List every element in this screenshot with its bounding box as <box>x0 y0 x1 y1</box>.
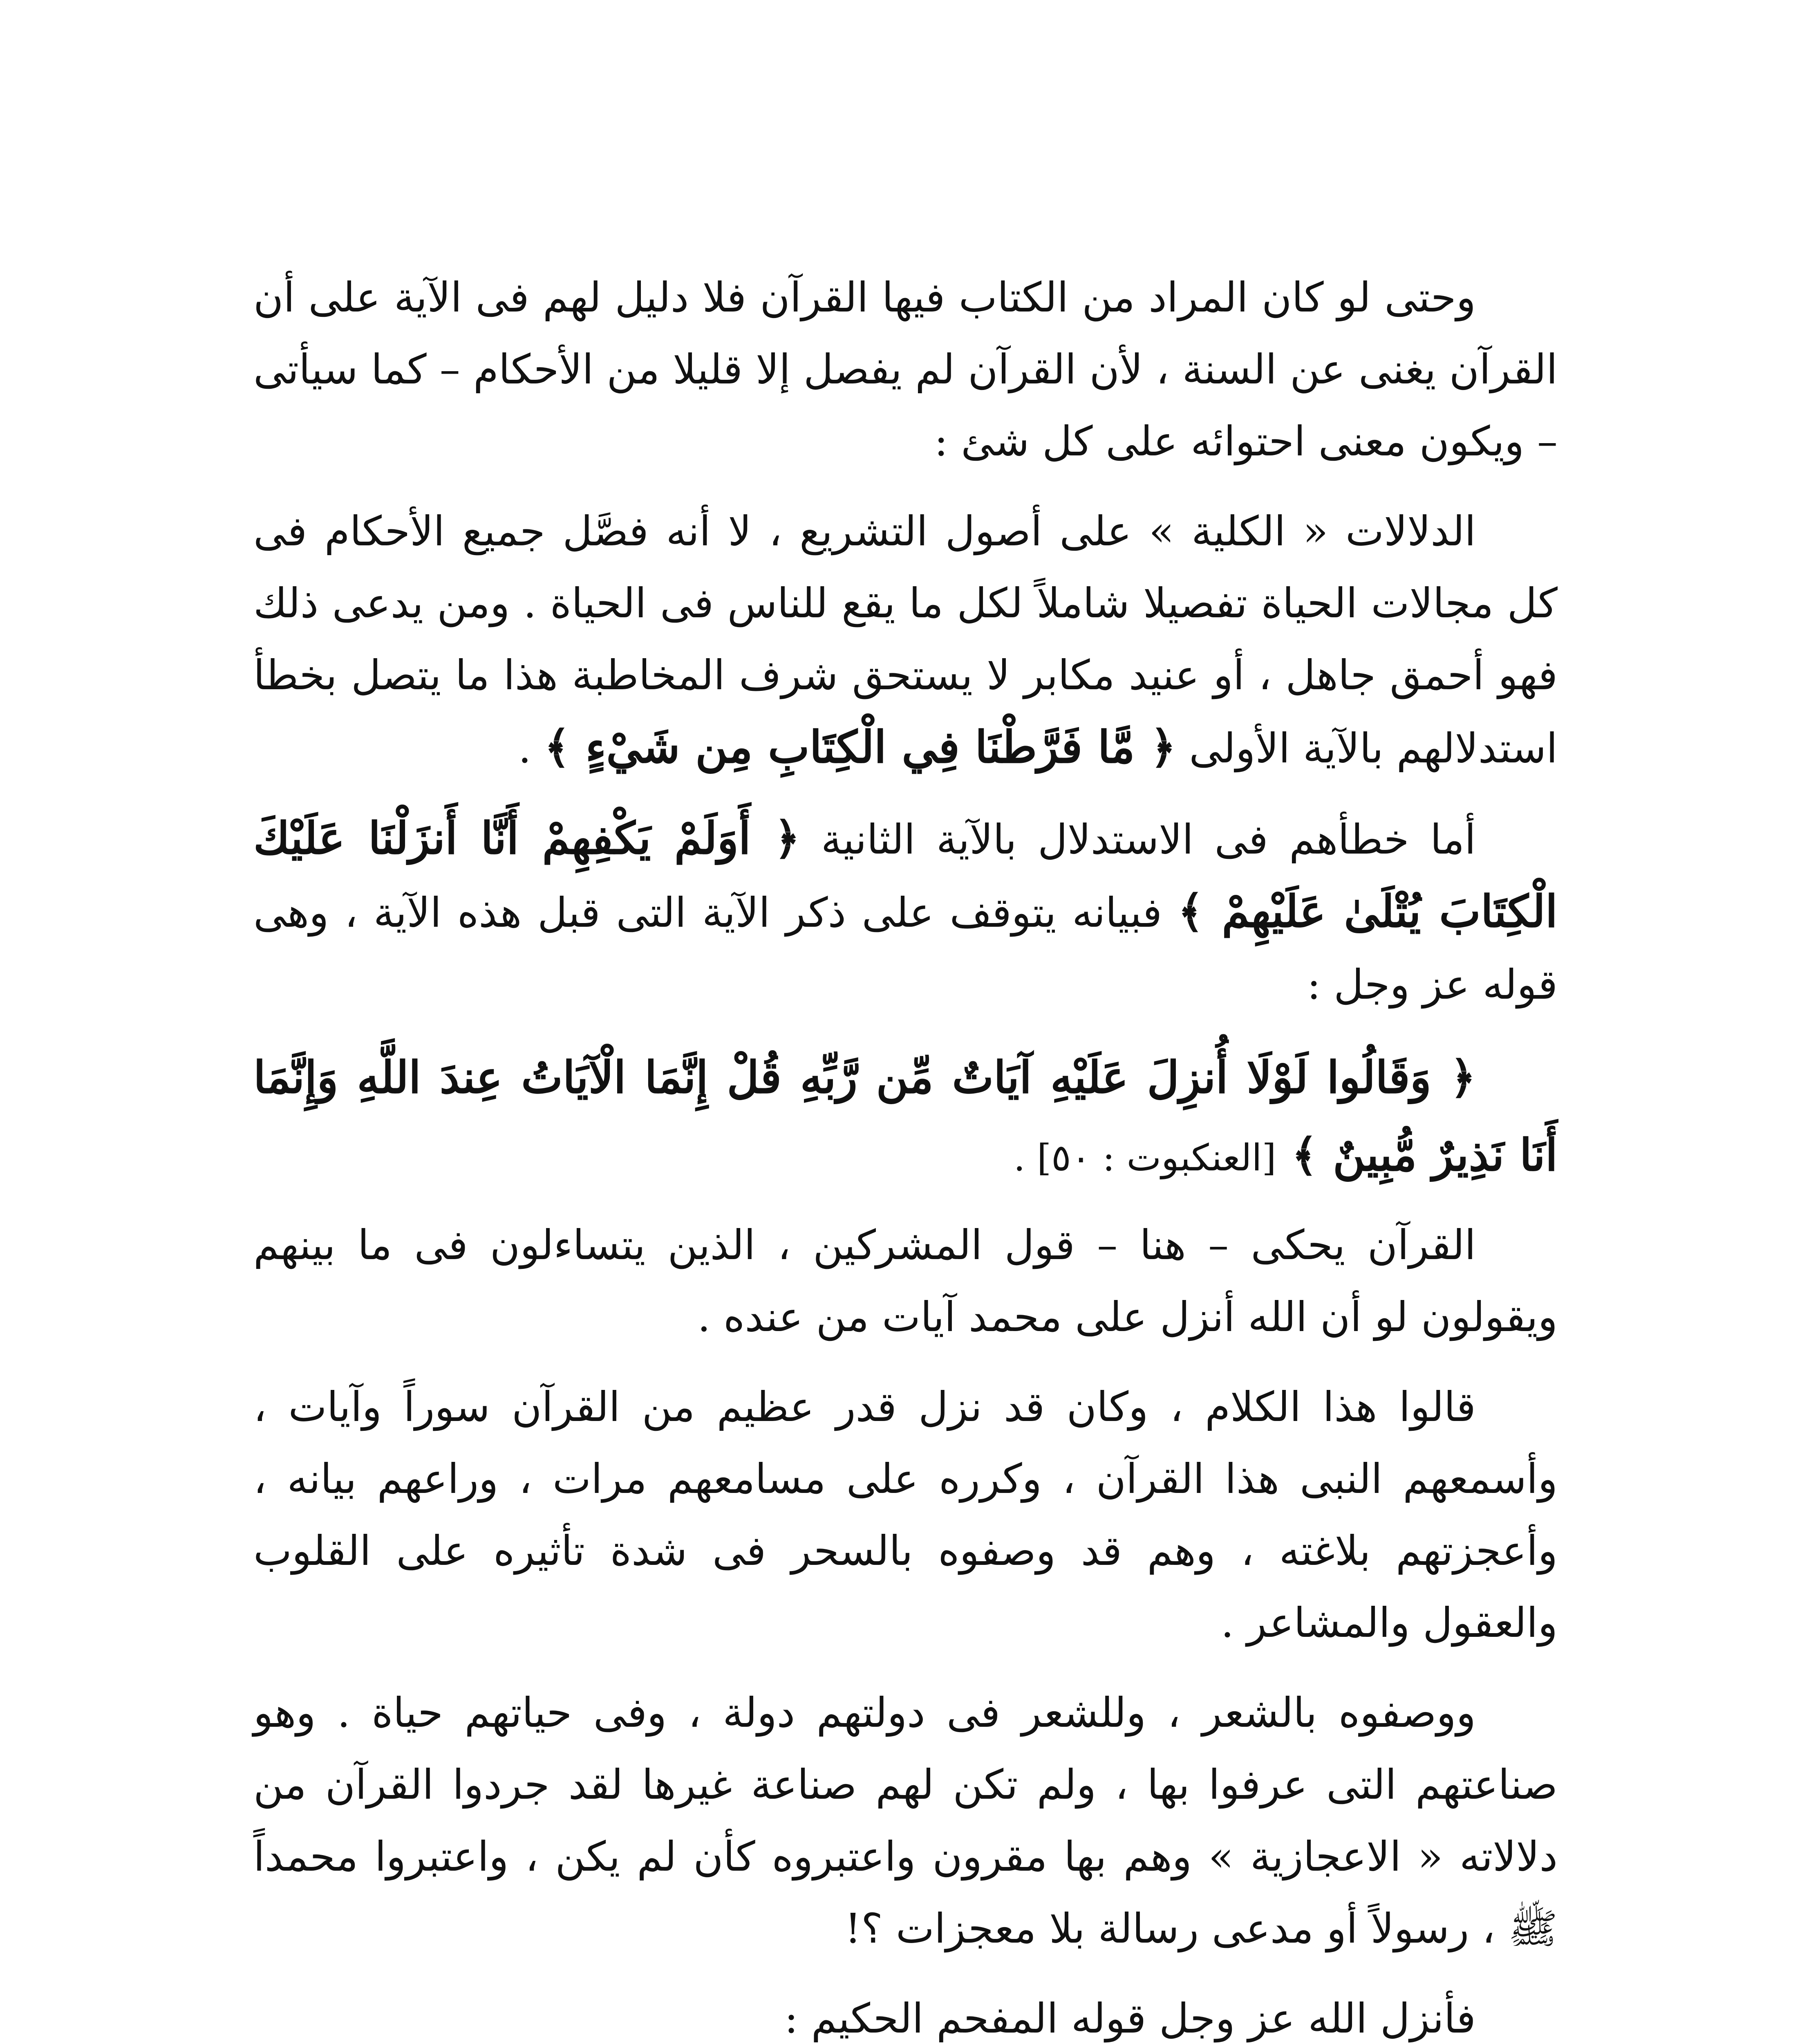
paragraph-5-text: قالوا هذا الكلام ، وكان قد نزل قدر عظيم من القرآن سوراً وآيات ، وأسمعهم النبى هذا القرآن ، وكرره على مسامعهم مرات ، وراعهم بيانه ، وأعجزتهم بلاغته ، وهم قد وصفوه بالسحر فى شدة تأثيره على القلوب والعقول والمشاعر . <box>253 1383 1558 1647</box>
paragraph-5 <box>253 1371 1558 1659</box>
paragraph-2-text: الدلالات « الكلية » على أصول التشريع ، لا أنه فصَّل جميع الأحكام فى كل مجالات الحياة تفصيلا شاملاً لكل ما يقع للناس فى الحياة . ومن يدعى ذلك فهو أحمق جاهل ، أو عنيد مكابر لا يستحق شرف المخاطبة هذا ما يتصل بخطأ استدلالهم بالآية الأولى <box>253 507 1558 772</box>
quran-verse-3-block <box>253 1039 1558 1197</box>
quran-verse-1: ﴿ مَّا فَرَّطْنَا فِي الْكِتَابِ مِن شَيْءٍ ﴾ <box>544 722 1176 773</box>
paragraph-7 <box>253 1983 1558 2044</box>
quran-verse-2: ﴿ أَوَلَمْ يَكْفِهِمْ أَنَّا أَنزَلْنَا عَلَيْكَ الْكِتَابَ يُتْلَىٰ عَلَيْهِمْ ﴾ <box>253 813 1558 937</box>
paragraph-3 <box>253 802 1558 1021</box>
paragraph-3-text-a: أما خطأهم فى الاستدلال بالآية الثانية <box>821 816 1476 863</box>
paragraph-4 <box>253 1209 1558 1353</box>
paragraph-2 <box>253 495 1558 784</box>
verse-reference: [العنكبوت : ٥٠] . <box>1013 1136 1276 1179</box>
quran-verse-3: ﴿ وَقَالُوا لَوْلَا أُنزِلَ عَلَيْهِ آيَاتٌ مِّن رَّبِّهِ قُلْ إِنَّمَا الْآيَاتُ عِندَ اللَّهِ وَإِنَّمَا أَنَا نَذِيرٌ مُّبِينٌ ﴾ <box>253 1052 1558 1181</box>
paragraph-7-text: فأنزل الله عز وجل قوله المفحم الحكيم : <box>784 1995 1476 2042</box>
paragraph-6 <box>253 1677 1558 1965</box>
paragraph-4-text: القرآن يحكى – هنا – قول المشركين ، الذين يتساءلون فى ما بينهم ويقولون لو أن الله أنزل على محمد آيات من عنده . <box>253 1221 1558 1341</box>
paragraph-1 <box>253 262 1558 477</box>
paragraph-6-text: ووصفوه بالشعر ، وللشعر فى دولتهم دولة ، وفى حياتهم حياة . وهو صناعتهم التى عرفوا بها ، ولم تكن لهم صناعة غيرها لقد جردوا القرآن من دلالاته « الاعجازية » وهم بها مقرون واعتبروه كأن لم يكن ، واعتبروا محمداً ﷺ ، رسولاً أو مدعى رسالة بلا معجزات ؟! <box>253 1689 1558 1952</box>
page-body <box>253 262 1558 2044</box>
paragraph-1-text: وحتى لو كان المراد من الكتاب فيها القرآن فلا دليل لهم فى الآية على أن القرآن يغنى عن السنة ، لأن القرآن لم يفصل إلا قليلا من الأحكام – كما سيأتى – ويكون معنى احتوائه على كل شئ : <box>253 273 1558 465</box>
paragraph-3-text-b: فبيانه يتوقف على ذكر الآية التى قبل هذه الآية ، وهى قوله عز وجل : <box>253 889 1558 1009</box>
period: . <box>518 724 544 772</box>
